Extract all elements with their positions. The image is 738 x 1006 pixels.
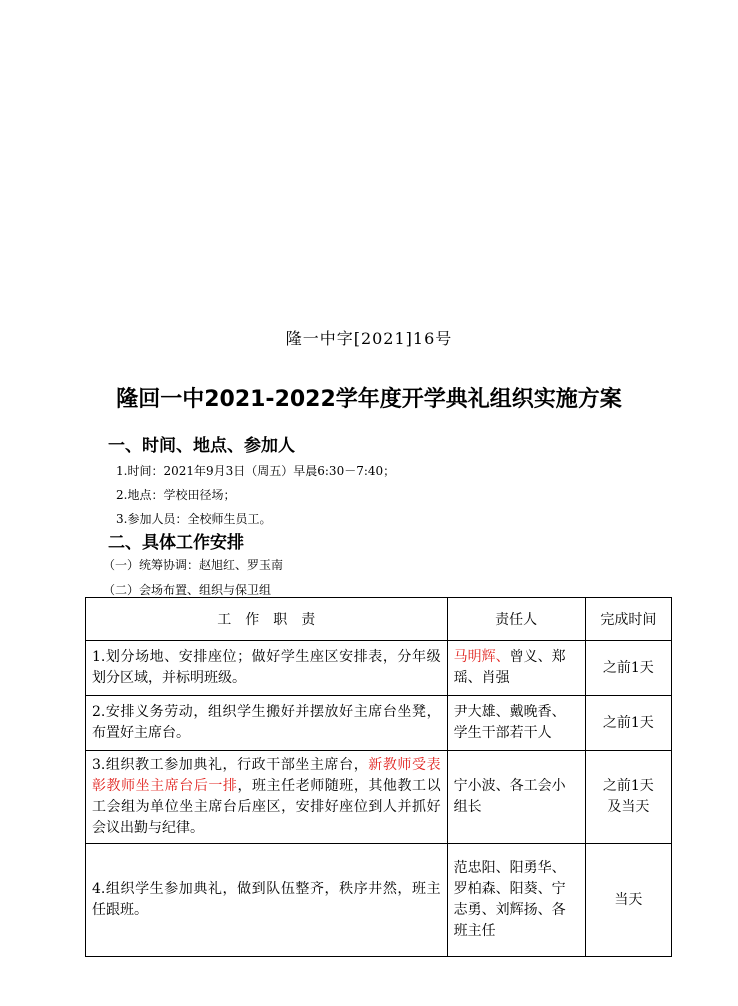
time-cell	[585, 751, 671, 844]
header-time: 完成时间	[585, 598, 671, 641]
person-cell: 宁小波、各工会小组长	[447, 751, 585, 844]
person-cell: 范忠阳、阳勇华、罗柏森、阳葵、宁志勇、刘辉扬、各班主任	[447, 844, 585, 957]
table-row	[86, 844, 672, 957]
duty-cell	[86, 751, 448, 844]
header-person: 责任人	[447, 598, 585, 641]
time-line: 1.时间：2021年9月3日（周五）早晨6:30－7:40；	[116, 464, 396, 478]
table-row	[86, 696, 672, 751]
time-line-b: 及当天	[607, 799, 650, 815]
duty-text-a: 3.组织教工参加典礼，行政干部坐主席台，	[92, 757, 369, 773]
duty-highlight: 新教师受表彰教师坐主席台后一排	[92, 757, 441, 794]
person-cell: 尹大雄、戴晚香、学生干部若干人	[447, 696, 585, 751]
section-heading-time-place: 一、时间、地点、参加人	[108, 436, 295, 456]
person-highlight: 马明辉、	[453, 649, 510, 665]
work-arrangement-table	[85, 597, 672, 957]
table-row	[86, 751, 672, 844]
time-line-a: 之前1天	[602, 778, 654, 794]
participants-line: 3.参加人员：全校师生员工。	[116, 512, 272, 526]
header-duty: 工 作 职 责	[86, 598, 448, 641]
duty-cell: 4.组织学生参加典礼，做到队伍整齐，秩序井然，班主任跟班。	[86, 844, 448, 957]
document-number: 隆一中字[2021]16号	[285, 329, 453, 348]
duty-cell: 1.划分场地、安排座位；做好学生座区安排表，分年级划分区域，并标明班级。	[86, 641, 448, 696]
document-title: 隆回一中2021-2022学年度开学典礼组织实施方案	[116, 387, 622, 412]
place-line: 2.地点：学校田径场；	[116, 488, 236, 502]
person-text: 曾义、郑瑶、肖强	[453, 649, 566, 686]
time-cell: 当天	[585, 844, 671, 957]
table-header-row	[86, 598, 672, 641]
duty-text-b: ，班主任老师随班，其他教工以工会组为单位坐主席台后座区，安排好座位到人并抓好会议出勤与纪律。	[92, 778, 441, 836]
section-heading-work-arrangement: 二、具体工作安排	[108, 533, 244, 553]
duty-cell: 2.安排义务劳动，组织学生搬好并摆放好主席台坐凳，布置好主席台。	[86, 696, 448, 751]
coordination-line: （一）统筹协调：赵旭红、罗玉南	[103, 558, 284, 572]
table-row	[86, 641, 672, 696]
venue-group-line: （二）会场布置、组织与保卫组	[103, 583, 272, 597]
time-cell: 之前1天	[585, 641, 671, 696]
person-cell	[447, 641, 585, 696]
time-cell: 之前1天	[585, 696, 671, 751]
